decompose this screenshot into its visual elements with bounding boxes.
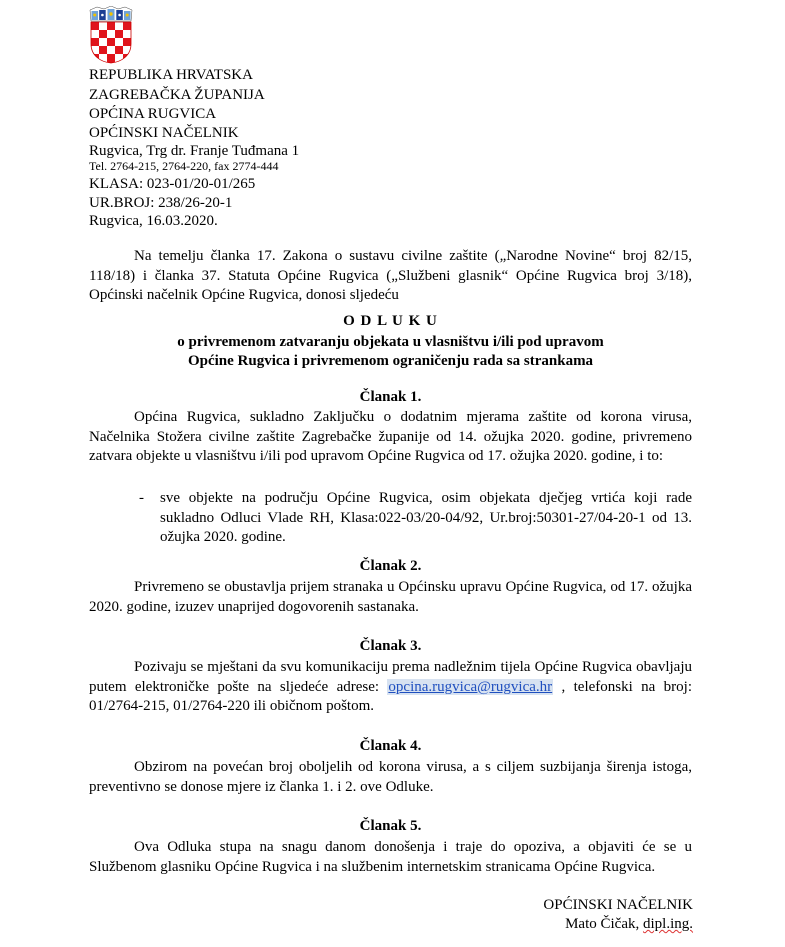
email-link[interactable]: opcina.rugvica@rugvica.hr xyxy=(388,678,553,695)
signature-name xyxy=(565,915,693,934)
article-4-text: Obzirom na povećan broj oboljelih od korona virusa, a s ciljem suzbijanja širenja istoga, preventivno se donose mjere iz članka 1. i 2. ove Odluke. xyxy=(89,759,692,795)
article-5-heading: Članak 5. xyxy=(359,818,422,834)
article-2-text: Privremeno se obustavlja prijem stranaka u Općinsku upravu Općine Rugvica, od 17. ožujka 2020. godine, izuzev unaprijed dogovorenih sastanaka. xyxy=(89,579,692,615)
article-3-text-after: , telefonski na broj: 01/2764-215, 01/2764-220 ili običnom poštom. xyxy=(89,678,693,715)
document-subtitle-line2: Općine Rugvica i privremenom ograničenju rada sa strankama xyxy=(187,353,594,369)
preamble: Na temelju članka 17. Zakona o sustavu civilne zaštite („Narodne Novine“ broj 82/15, 118/18) i članka 37. Statuta Općine Rugvica („Službeni glasnik“ Općine Rugvica broj 3/18), Općinski načelnik Općine Rugvica, donosi sljedeću xyxy=(89,248,692,304)
article-3-text-before: Pozivaju se mještani da svu komunikaciju prema nadležnim tijela Općine Rugvica obavljaju putem elektroničke pošte na sljedeće adrese: xyxy=(89,659,692,695)
article-1-heading: Članak 1. xyxy=(359,389,422,405)
article-1-text: Općina Rugvica, sukladno Zaključku o dodatnim mjerama zaštite od korona virusa, Načelnika Stožera civilne zaštite Zagrebačke županije od 14. ožujka 2020. godine, privremeno zatvara objekte u vlasništvu i/ili pod upravom Općine Rugvica od 17. ožujka 2020. godine, i to: xyxy=(89,409,692,465)
signature-degree: dipl.ing. xyxy=(642,916,693,932)
header-urbroj: UR.BROJ: 238/26-20-1 xyxy=(89,195,233,211)
article-5-text: Ova Odluka stupa na snagu danom donošenja i traje do opoziva, a objaviti će se u Službenom glasniku Općine Rugvica i na službenim internetskim stranicama Općine Rugvica. xyxy=(89,839,692,875)
header-date: Rugvica, 16.03.2020. xyxy=(89,213,218,229)
header-klasa: KLASA: 023-01/20-01/265 xyxy=(89,176,256,192)
bullet-mark: - xyxy=(139,490,144,506)
article-1-bullet: sve objekte na području Općine Rugvica, osim objekata dječjeg vrtića koji rade sukladno Odluci Vlade RH, Klasa:022-03/20-04/92, Ur.broj:50301-27/04-20-1 od 13. ožujka 2020. godine. xyxy=(160,490,692,546)
header-mayor: OPĆINSKI NAČELNIK xyxy=(89,125,239,141)
coat-of-arms-icon xyxy=(89,6,133,64)
header-county: ZAGREBAČKA ŽUPANIJA xyxy=(89,87,265,103)
crown xyxy=(90,6,132,21)
header-municipality: OPĆINA RUGVICA xyxy=(89,106,217,122)
article-3-heading: Članak 3. xyxy=(359,638,422,654)
header-republic: REPUBLIKA HRVATSKA xyxy=(89,67,253,83)
article-2-heading: Članak 2. xyxy=(359,558,422,574)
signature-role: OPĆINSKI NAČELNIK xyxy=(543,897,693,913)
signature-person: Mato Čičak, xyxy=(565,916,643,932)
header-address: Rugvica, Trg dr. Franje Tuđmana 1 xyxy=(89,143,300,159)
header-phone: Tel. 2764-215, 2764-220, fax 2774-444 xyxy=(89,159,279,173)
article-3-text xyxy=(89,658,692,717)
document-title: O D L U K U xyxy=(343,313,438,329)
document-subtitle-line1: o privremenom zatvaranju objekata u vlasništvu i/ili pod upravom xyxy=(177,334,604,350)
article-4-heading: Članak 4. xyxy=(359,738,422,754)
